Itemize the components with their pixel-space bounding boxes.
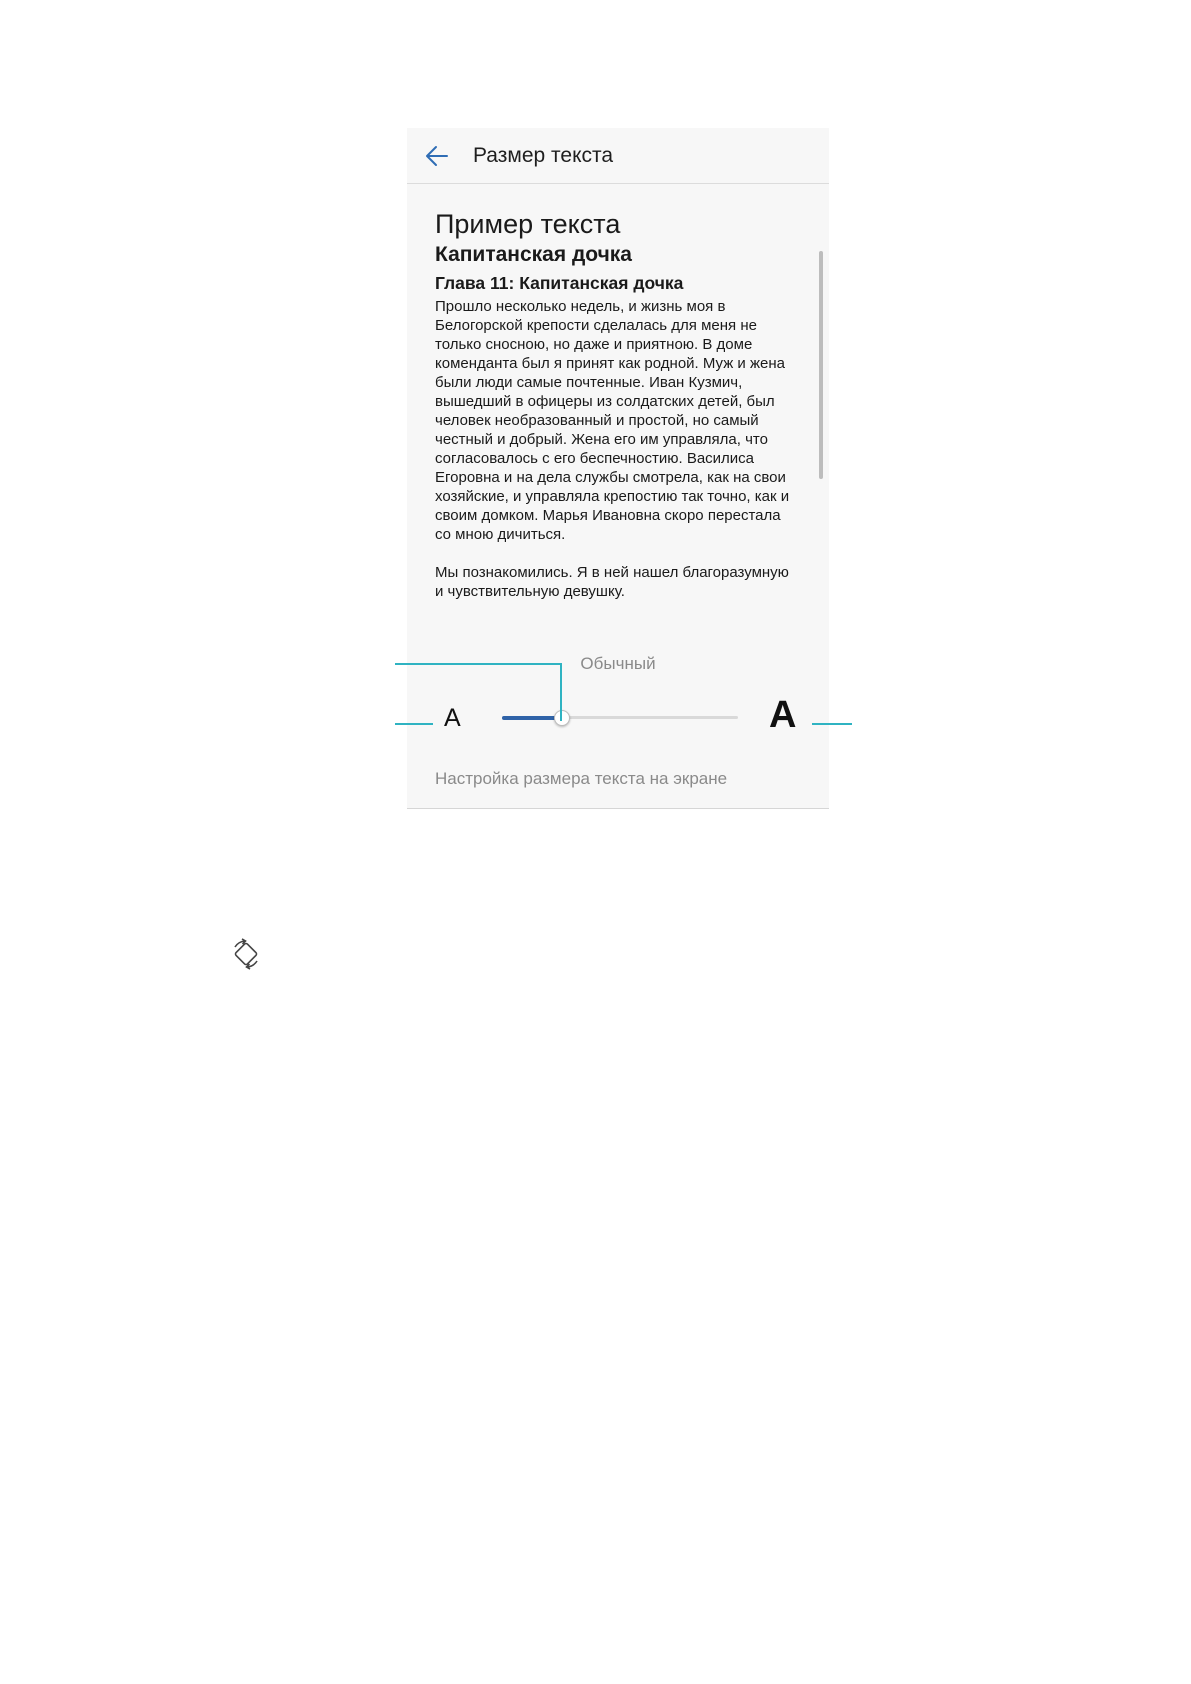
arrow-left-icon[interactable] [423,142,451,170]
text-size-slider[interactable] [502,708,738,728]
paragraph: Мы познакомились. Я в ней нашел благоразумную и чувствительную девушку. [435,564,789,600]
slider-fill [502,716,561,720]
small-text-icon[interactable]: A [444,704,461,732]
callout-line [560,663,562,721]
preview-content [435,207,795,617]
current-size-label: Обычный [580,654,656,673]
text-preview[interactable] [407,185,829,617]
sample-heading: Пример текста [435,209,621,239]
app-bar [407,128,829,184]
chapter-title: Глава 11: Капитанская дочка [435,273,684,293]
page-title: Размер текста [473,144,614,167]
callout-line [812,723,852,725]
callout-line [395,663,562,665]
text-size-screen [407,128,829,809]
large-text-icon[interactable]: A [769,694,797,736]
scrollbar[interactable] [819,251,823,479]
slider-thumb[interactable] [554,710,570,726]
screen-rotate-icon [229,937,263,971]
paragraph: Прошло несколько недель, и жизнь моя в Белогорской крепости сделалась для меня не только сносною, но даже и приятною. В доме коменданта был я принят как родной. Муж и жена были люди самые почтенные. Иван Кузмич, вышедший в офицеры из солдатских детей, был человек необразованный и простой, но самый честный и добрый. Жена его им управляла, что согласовалось с его беспечностию. Василиса Егоровна и на дела службы смотрела, как на свои хозяйские, и управляла крепостию так точно, как и своим домком. Марья Ивановна скоро перестала со мною дичиться. [435,298,790,543]
callout-line [395,723,433,725]
book-title: Капитанская дочка [435,243,632,266]
hint-text: Настройка размера текста на экране [435,769,728,788]
